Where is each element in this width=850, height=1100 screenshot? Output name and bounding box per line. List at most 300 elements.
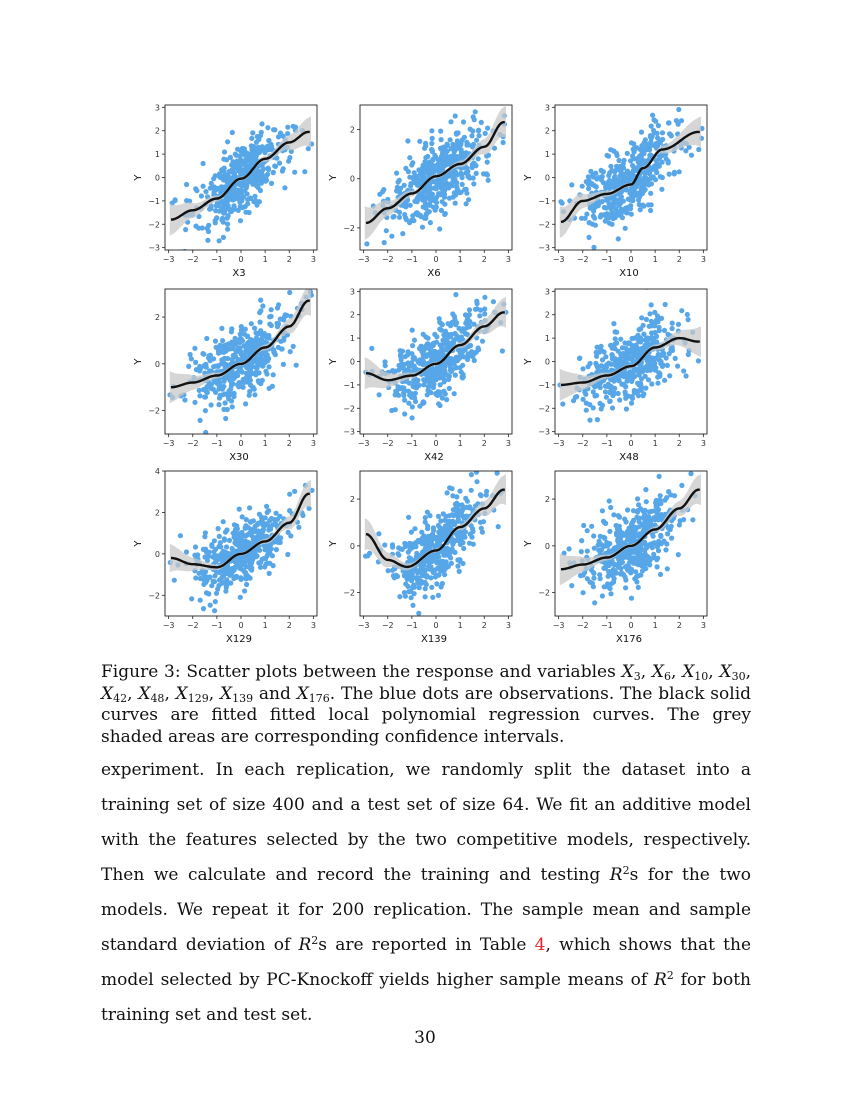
observation-point (230, 357, 235, 362)
observation-point (659, 187, 664, 192)
observation-point (258, 178, 263, 183)
observation-points (558, 90, 704, 260)
observation-point (275, 324, 280, 329)
observation-point (453, 201, 458, 206)
observation-point (661, 513, 666, 518)
observation-point (467, 307, 472, 312)
y-tick-label: 4 (154, 467, 160, 476)
observation-point (618, 337, 623, 342)
observation-point (455, 186, 460, 191)
observation-point (429, 585, 434, 590)
observation-point (679, 483, 684, 488)
observation-point (623, 585, 628, 590)
observation-point (396, 545, 401, 550)
observation-point (292, 170, 297, 175)
observation-point (637, 369, 642, 374)
plot-area (168, 480, 315, 613)
y-tick-label: −2 (538, 588, 550, 598)
observation-point (659, 353, 664, 358)
observation-point (581, 590, 586, 595)
caption-text: Scatter plots between the response and variables (186, 662, 616, 682)
observation-point (203, 408, 208, 413)
caption-sub: 129 (187, 691, 209, 705)
observation-point (469, 133, 474, 138)
observation-point (602, 205, 607, 210)
observation-point (434, 186, 439, 191)
plot-area (363, 292, 508, 421)
observation-point (244, 167, 249, 172)
observation-point (584, 408, 589, 413)
observation-point (669, 536, 674, 541)
observation-point (422, 580, 427, 585)
observation-point (662, 328, 667, 333)
observation-point (639, 315, 644, 320)
observation-point (655, 135, 660, 140)
observation-point (643, 566, 648, 571)
observation-point (667, 373, 672, 378)
y-tick-label: 3 (544, 103, 550, 113)
observation-point (664, 355, 669, 360)
caption-sub: 139 (232, 691, 254, 705)
observation-point (474, 171, 479, 176)
observation-point (178, 533, 183, 538)
math-sup: 2 (622, 864, 630, 877)
observation-point (485, 160, 490, 165)
observation-point (450, 493, 455, 498)
observation-point (634, 354, 639, 359)
observation-point (623, 346, 628, 351)
y-tick-label: −1 (538, 196, 550, 206)
observation-point (457, 569, 462, 574)
observation-point (651, 534, 656, 539)
observation-point (599, 542, 604, 547)
caption-sub: 48 (150, 691, 165, 705)
x-axis-label: X10 (619, 268, 639, 279)
observation-point (254, 140, 259, 145)
observation-point (484, 171, 489, 176)
observation-point (586, 364, 591, 369)
observation-point (485, 126, 490, 131)
observation-point (590, 222, 595, 227)
observation-point (220, 387, 225, 392)
y-tick-label: −1 (343, 380, 355, 390)
observation-point (675, 364, 680, 369)
observation-point (459, 370, 464, 375)
observation-point (230, 130, 235, 135)
y-tick-label: −3 (343, 427, 355, 437)
caption-var: X (138, 683, 151, 704)
observation-point (197, 393, 202, 398)
observation-point (610, 405, 615, 410)
observation-point (455, 564, 460, 569)
observation-point (477, 133, 482, 138)
observation-point (610, 179, 615, 184)
observation-point (445, 332, 450, 337)
observation-point (420, 351, 425, 356)
observation-point (444, 397, 449, 402)
observation-point (638, 326, 643, 331)
observation-point (238, 577, 243, 582)
observation-point (280, 168, 285, 173)
observation-point (213, 173, 218, 178)
observation-point (601, 535, 606, 540)
observation-point (398, 353, 403, 358)
observation-point (452, 391, 457, 396)
observation-point (592, 384, 597, 389)
observation-point (247, 505, 252, 510)
observation-point (271, 350, 276, 355)
observation-point (496, 524, 501, 529)
plot-area (170, 92, 315, 254)
observation-point (478, 492, 483, 497)
observation-point (278, 339, 283, 344)
observation-point (423, 201, 428, 206)
observation-point (658, 534, 663, 539)
observation-point (423, 141, 428, 146)
observation-point (437, 403, 442, 408)
observation-point (276, 302, 281, 307)
observation-point (206, 591, 211, 596)
body-text: s are reported in Table (318, 935, 527, 955)
observation-point (615, 359, 620, 364)
observation-point (281, 362, 286, 367)
observation-point (192, 346, 197, 351)
observation-point (294, 363, 299, 368)
observation-point (277, 161, 282, 166)
observation-point (394, 573, 399, 578)
observation-point (405, 352, 410, 357)
observation-point (406, 515, 411, 520)
observation-point (602, 520, 607, 525)
x-tick-label: 1 (262, 255, 268, 264)
x-tick-label: 2 (676, 621, 682, 630)
observation-point (597, 401, 602, 406)
observation-point (439, 208, 444, 213)
observation-point (591, 405, 596, 410)
body-text: experiment. In each replication, we randomly split the dataset into a training set of size 400 and a test set of size 64. We fit an additive model with the features selected by the two competitive models, respectively. Then we calculate and record the training and testing (101, 760, 751, 885)
y-tick-label: 2 (154, 313, 160, 323)
body-paragraph (101, 753, 751, 1033)
caption-var: X (651, 662, 664, 682)
y-tick-label: 1 (544, 150, 550, 160)
observation-point (476, 128, 481, 133)
observation-point (662, 378, 667, 383)
observation-point (236, 159, 241, 164)
observation-point (611, 216, 616, 221)
observation-point (431, 528, 436, 533)
table-reference-link[interactable]: 4 (534, 935, 546, 955)
observation-point (617, 564, 622, 569)
x-tick-label: 2 (481, 439, 487, 448)
observation-point (666, 120, 671, 125)
observation-point (228, 580, 233, 585)
observation-point (430, 136, 435, 141)
observation-point (470, 529, 475, 534)
caption-sub: 42 (113, 691, 128, 705)
observation-point (427, 389, 432, 394)
caption-var: X (219, 683, 233, 704)
observation-point (560, 401, 565, 406)
x-tick-label: 0 (238, 255, 244, 264)
observation-point (271, 372, 276, 377)
observation-point (243, 401, 248, 406)
observation-point (453, 331, 458, 336)
observation-point (265, 561, 270, 566)
observation-point (249, 533, 254, 538)
observation-point (390, 568, 395, 573)
x-tick-label: 3 (310, 439, 316, 448)
observation-point (278, 535, 283, 540)
observation-point (429, 198, 434, 203)
observation-point (491, 299, 496, 304)
observation-point (240, 205, 245, 210)
observation-point (604, 395, 609, 400)
observation-point (474, 138, 479, 143)
observation-point (235, 526, 240, 531)
x-tick-label: −1 (210, 621, 223, 630)
observation-point (437, 226, 442, 231)
observation-point (432, 153, 437, 158)
math-r: R (609, 865, 623, 885)
observation-point (410, 415, 415, 420)
x-tick-label: −1 (210, 439, 223, 448)
observation-point (476, 347, 481, 352)
observation-point (223, 589, 228, 594)
observation-point (463, 496, 468, 501)
observation-point (416, 611, 421, 616)
x-tick-label: 0 (628, 255, 634, 264)
x-tick-label: −1 (405, 621, 418, 630)
observation-point (461, 152, 466, 157)
observation-point (658, 359, 663, 364)
body-text: s for the two models. We repeat it for 200 replication. The sample mean and sample standard deviation of (101, 865, 751, 955)
observation-point (643, 386, 648, 391)
x-tick-label: −1 (600, 439, 613, 448)
observation-point (644, 317, 649, 322)
y-tick-label: 2 (349, 310, 355, 320)
x-tick-label: −1 (600, 621, 613, 630)
observation-point (649, 319, 654, 324)
observation-point (274, 511, 279, 516)
observation-point (668, 527, 673, 532)
observation-point (217, 238, 222, 243)
observation-point (615, 153, 620, 158)
observation-point (443, 391, 448, 396)
observation-point (211, 549, 216, 554)
observation-point (452, 314, 457, 319)
observation-point (400, 349, 405, 354)
x-tick-label: −2 (381, 439, 394, 448)
observation-point (437, 392, 442, 397)
observation-point (466, 505, 471, 510)
observation-point (638, 548, 643, 553)
observation-point (254, 330, 259, 335)
observation-point (416, 576, 421, 581)
observation-point (280, 346, 285, 351)
observation-point (460, 182, 465, 187)
observation-point (214, 570, 219, 575)
observation-point (428, 220, 433, 225)
observation-point (479, 120, 484, 125)
observation-point (684, 373, 689, 378)
observation-point (400, 231, 405, 236)
observation-point (618, 169, 623, 174)
x-tick-label: −3 (162, 255, 175, 264)
observation-point (443, 514, 448, 519)
observation-point (238, 351, 243, 356)
observation-point (643, 137, 648, 142)
observation-point (629, 174, 634, 179)
observation-point (412, 338, 417, 343)
observation-point (500, 348, 505, 353)
observation-point (585, 528, 590, 533)
observation-point (397, 594, 402, 599)
observation-point (417, 585, 422, 590)
observation-point (595, 417, 600, 422)
observation-point (267, 314, 272, 319)
observation-point (442, 379, 447, 384)
observation-point (459, 351, 464, 356)
y-axis-label: Y (523, 358, 534, 365)
observation-point (377, 392, 382, 397)
observation-point (288, 533, 293, 538)
observation-point (287, 492, 292, 497)
observation-point (486, 178, 491, 183)
y-tick-label: −3 (538, 243, 550, 253)
observation-point (452, 172, 457, 177)
observation-point (219, 184, 224, 189)
observation-point (592, 216, 597, 221)
observation-point (591, 245, 596, 250)
observation-point (258, 565, 263, 570)
x-tick-label: 0 (433, 439, 439, 448)
observation-point (612, 174, 617, 179)
observation-point (653, 119, 658, 124)
observation-point (216, 402, 221, 407)
observation-point (657, 371, 662, 376)
observation-point (645, 368, 650, 373)
observation-point (471, 542, 476, 547)
observation-point (269, 516, 274, 521)
observation-point (453, 147, 458, 152)
x-tick-label: −3 (357, 621, 370, 630)
observation-point (629, 526, 634, 531)
observation-point (665, 566, 670, 571)
observation-point (389, 408, 394, 413)
observation-point (260, 303, 265, 308)
y-axis-label: Y (523, 540, 534, 547)
observation-point (480, 339, 485, 344)
observation-point (216, 526, 221, 531)
observation-point (438, 146, 443, 151)
observation-point (569, 583, 574, 588)
observation-point (220, 344, 225, 349)
observation-points (363, 292, 508, 421)
observation-point (248, 348, 253, 353)
observation-point (648, 208, 653, 213)
observation-point (643, 338, 648, 343)
observation-point (413, 399, 418, 404)
observation-point (643, 487, 648, 492)
observation-point (221, 519, 226, 524)
observation-point (662, 498, 667, 503)
observation-point (475, 306, 480, 311)
observation-point (242, 148, 247, 153)
observation-point (411, 356, 416, 361)
observation-point (410, 328, 415, 333)
observation-point (201, 572, 206, 577)
observation-point (613, 568, 618, 573)
observation-point (451, 513, 456, 518)
observation-point (477, 313, 482, 318)
observation-point (637, 516, 642, 521)
observation-point (606, 574, 611, 579)
observation-point (206, 353, 211, 358)
observation-point (599, 169, 604, 174)
x-tick-label: −3 (552, 439, 565, 448)
observation-point (219, 570, 224, 575)
observation-point (626, 394, 631, 399)
observation-point (646, 521, 651, 526)
observation-points (364, 96, 507, 246)
y-tick-label: 2 (154, 126, 160, 136)
observation-point (631, 147, 636, 152)
caption-var: X (682, 662, 695, 682)
x-tick-label: 1 (457, 439, 463, 448)
observation-point (425, 375, 430, 380)
caption-var: X (296, 683, 309, 704)
observation-point (482, 295, 487, 300)
scatter-panel-x176 (523, 471, 707, 645)
observation-point (282, 315, 287, 320)
observation-point (665, 363, 670, 368)
observation-point (454, 501, 459, 506)
observation-point (225, 227, 230, 232)
observation-point (221, 407, 226, 412)
observation-point (406, 550, 411, 555)
observation-point (409, 541, 414, 546)
observation-point (265, 510, 270, 515)
observation-point (220, 338, 225, 343)
observation-point (591, 584, 596, 589)
observation-point (403, 215, 408, 220)
observation-point (408, 203, 413, 208)
observation-point (442, 572, 447, 577)
plot-area (363, 458, 506, 616)
observation-point (600, 593, 605, 598)
observation-point (425, 526, 430, 531)
observation-point (594, 354, 599, 359)
y-axis-label: Y (133, 540, 144, 547)
caption-var: X (719, 662, 732, 682)
observation-point (285, 552, 290, 557)
observation-point (382, 240, 387, 245)
scatter-panel-x6 (328, 96, 512, 279)
observation-point (235, 373, 240, 378)
observation-point (230, 197, 235, 202)
observation-point (229, 326, 234, 331)
observation-point (418, 172, 423, 177)
observation-point (605, 581, 610, 586)
observation-point (410, 343, 415, 348)
observation-point (216, 583, 221, 588)
observation-point (407, 155, 412, 160)
observation-point (446, 359, 451, 364)
observation-point (615, 526, 620, 531)
observation-point (369, 346, 374, 351)
observation-point (273, 164, 278, 169)
observation-point (265, 172, 270, 177)
